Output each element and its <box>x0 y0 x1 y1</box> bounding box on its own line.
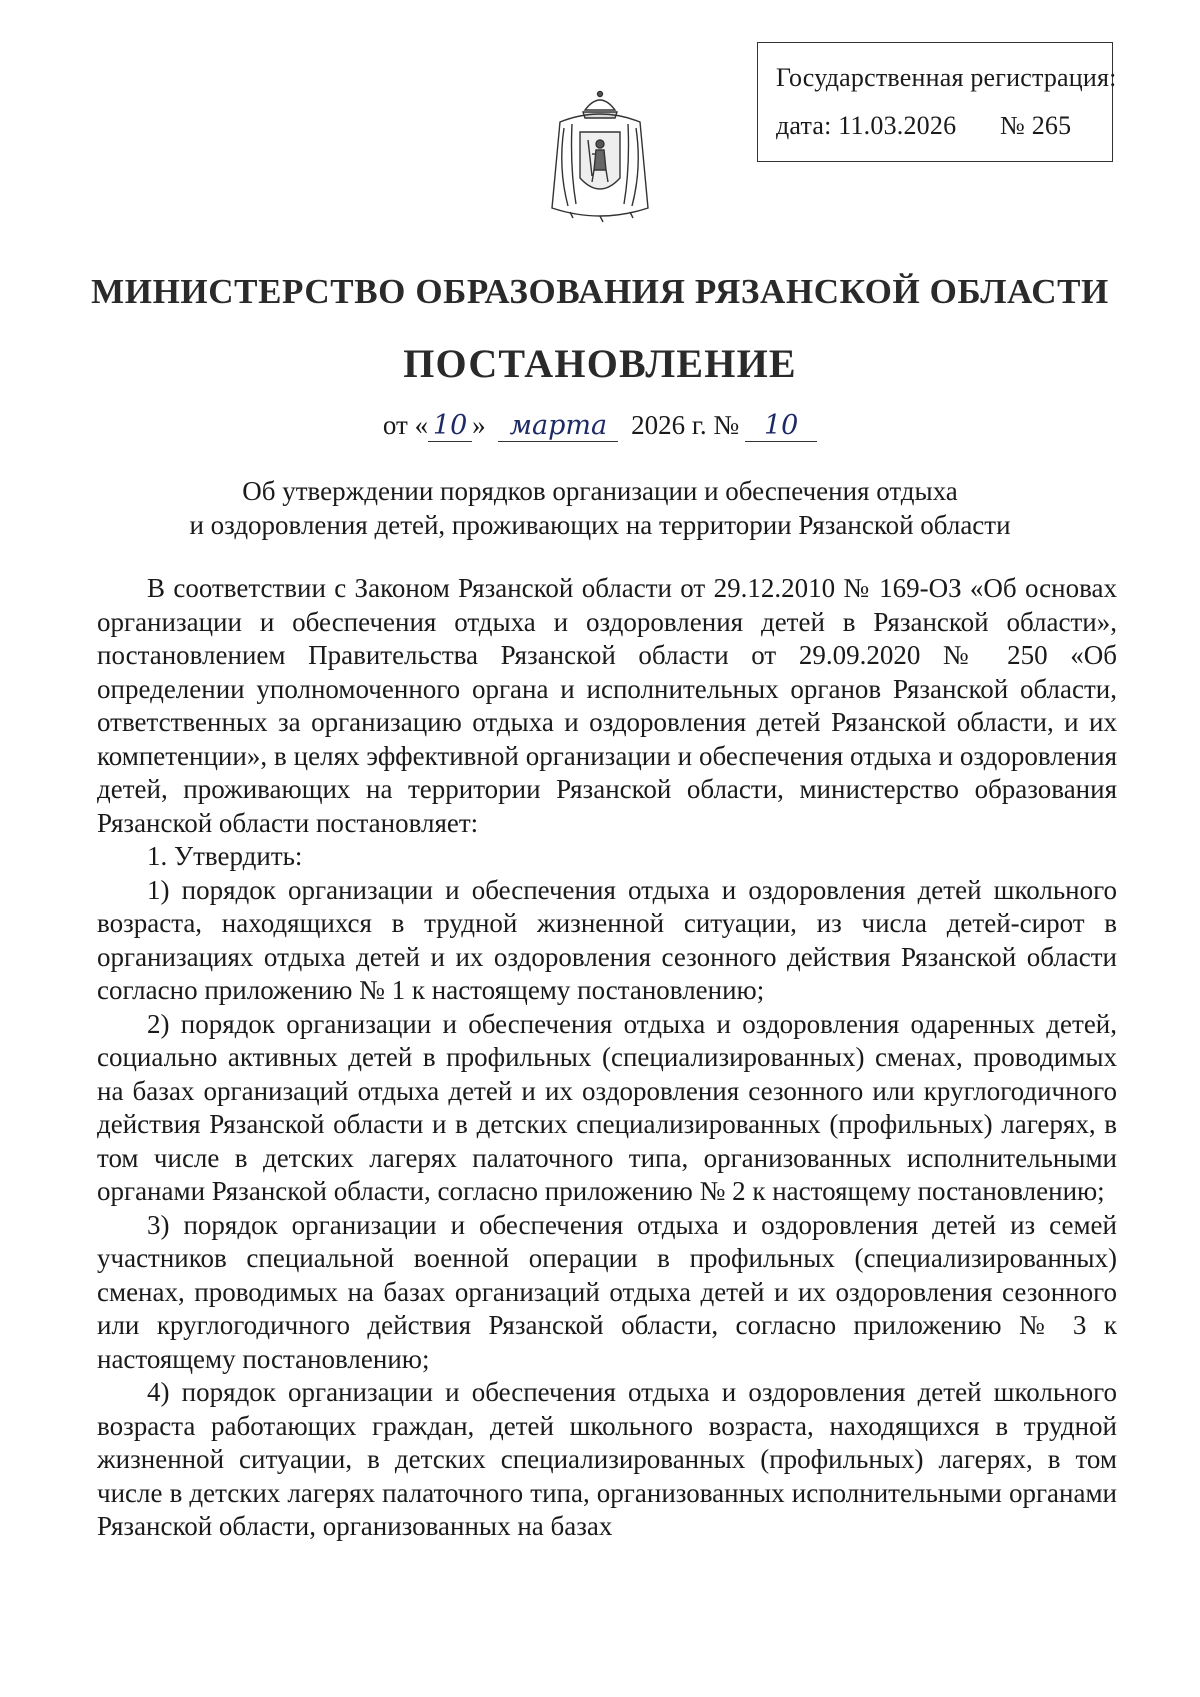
subject-line-1: Об утверждении порядков организации и обеспечения отдыха <box>242 476 958 506</box>
handwritten-number: 10 <box>745 411 817 442</box>
handwritten-day: 10 <box>428 411 472 442</box>
date-prefix: от « <box>382 410 429 440</box>
ministry-name: МИНИСТЕРСТВО ОБРАЗОВАНИЯ РЯЗАНСКОЙ ОБЛАСТИ <box>91 272 1109 311</box>
registration-number: № 265 <box>1000 111 1072 140</box>
date-mid: » <box>472 410 486 440</box>
body-paragraph: В соответствии с Законом Рязанской области от 29.12.2010 № 169-ОЗ «Об основах организации и обеспечения отдыха и оздоровления детей в Рязанской области», постановлением Правительства Рязанской области от 29.09.2020 № 250 «Об определении уполномоченного органа и исполнительных органов Рязанской области, ответственных за организацию отдыха и оздоровления детей Рязанской области, и их компетенции», в целях эффективной организации и обеспечения отдыха и оздоровления детей, проживающих на территории Рязанской области, министерство образования Рязанской области постановляет: <box>97 573 1117 838</box>
registration-label: Государственная регистрация: <box>776 63 1117 92</box>
body-paragraph: 3) порядок организации и обеспечения отдыха и оздоровления детей из семей участников специальной военной операции в профильных (специализированных) сменах, проводимых на базах организаций отдыха детей и их оздоровления сезонного или круглогодичного действия Рязанской области, согласно приложению № 3 к настоящему постановлению; <box>97 1209 1117 1374</box>
coat-of-arms-icon <box>540 88 660 228</box>
registration-date: дата: 11.03.2026 <box>776 111 957 140</box>
document-type: ПОСТАНОВЛЕНИЕ <box>403 341 797 386</box>
registration-details <box>776 111 1112 141</box>
body-paragraph: 1. Утвердить: <box>147 841 303 871</box>
date-year: 2026 г. № <box>631 410 740 440</box>
body-paragraph: 2) порядок организации и обеспечения отдыха и оздоровления одаренных детей, социально активных детей в профильных (специализированных) сменах, проводимых на базах организаций отдыха детей и их оздоровления сезонного или круглогодичного действия Рязанской области и в детских специализированных (профильных) лагерях, в том числе в детских лагерях палаточного типа, организованных исполнительными органами Рязанской области, согласно приложению № 2 к настоящему постановлению; <box>97 1008 1117 1206</box>
subject-line-2: и оздоровления детей, проживающих на территории Рязанской области <box>189 510 1011 540</box>
handwritten-month: марта <box>498 411 618 442</box>
document-body <box>97 572 1117 1544</box>
body-paragraph: 4) порядок организации и обеспечения отдыха и оздоровления детей школьного возраста работающих граждан, детей школьного возраста, находящихся в трудной жизненной ситуации, в детских специализированных (профильных) лагерях, в том числе в детских лагерях палаточного типа, организованных исполнительными органами Рязанской области, организованных на базах <box>97 1377 1117 1541</box>
body-paragraph: 1) порядок организации и обеспечения отдыха и оздоровления детей школьного возраста, находящихся в трудной жизненной ситуации, из числа детей-сирот в организациях отдыха детей и их оздоровления сезонного действия Рязанской области согласно приложению № 1 к настоящему постановлению; <box>97 874 1117 1005</box>
document-subject <box>150 474 1050 542</box>
document-dateline <box>0 410 1200 442</box>
registration-stamp <box>757 42 1117 162</box>
